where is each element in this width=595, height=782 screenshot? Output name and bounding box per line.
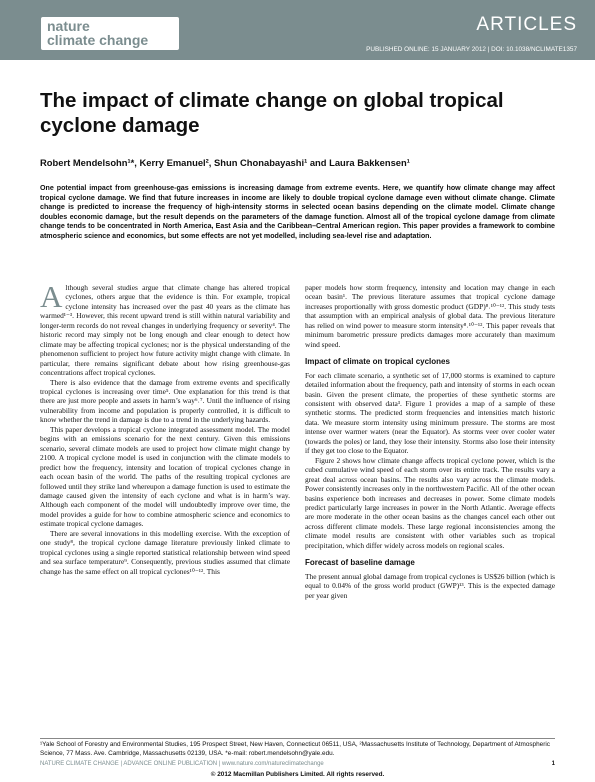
paragraph: For each climate scenario, a synthetic set of 17,000 storms is examined to capture detailed information about the frequency, path and intensity of storms in each ocean basin. Given the present climate, the properties of these synthetic storms are consistent with observed data³. Figure 1 provides a map of a sample of these synthetic storms. The predicted storm frequencies and intensities match historic data. We measure storm intensity using minimum pressure. The storms are most intense over warmer waters (near the Equator). As storms veer over cooler water (towards the poles) or land, they lose their intensity. Storms also lose their intensity if they get too close to the Equator. [305, 370, 555, 456]
publication-info: PUBLISHED ONLINE: 15 JANUARY 2012 | DOI: 10.1038/NCLIMATE1357 [366, 46, 577, 53]
logo-line1: nature [47, 18, 90, 34]
body-column-left [40, 279, 290, 576]
author-list: Robert Mendelsohn¹*, Kerry Emanuel², Shun Chonabayashi¹ and Laura Bakkensen¹ [40, 157, 410, 168]
paragraph: paper models how storm frequency, intensity and location may change in each ocean basin¹. The previous literature assumes that tropical cyclone damage increases proportionally with gross domestic product (GDP)⁸˒¹⁰⁻¹². This study tests that assumption with an empirical analysis of global data. The previous literature has relied on wind power to measure storm intensity⁸˒¹⁰⁻¹². This paper reveals that minimum barometric pressure predicts damages more accurately than maximum wind speed. [305, 283, 555, 349]
footnote-divider [40, 738, 555, 739]
journal-footer-line: NATURE CLIMATE CHANGE | ADVANCE ONLINE PUBLICATION | www.nature.com/natureclimatechange [40, 761, 324, 767]
section-heading: Forecast of baseline damage [305, 558, 415, 568]
copyright-notice: © 2012 Macmillan Publishers Limited. All rights reserved. [210, 771, 385, 778]
paragraph [40, 279, 290, 378]
affiliations-footnote: ¹Yale School of Forestry and Environmental Studies, 195 Prospect Street, New Haven, Connecticut 06511, USA, ²Massachusetts Institute of Technology, Department of Atmospheric Science, 77 Mass. Ave. Cambridge, Massachusetts 02139, USA. *e-mail: robert.mendelsohn@yale.edu. [40, 741, 550, 757]
section-heading: Impact of climate on tropical cyclones [305, 357, 450, 367]
article-title: The impact of climate change on global tropical cyclone damage [40, 89, 504, 137]
header-bar [0, 0, 595, 60]
paragraph: There is also evidence that the damage from extreme events and specifically tropical cyclones is increasing over time⁵. One explanation for this trend is that there are just more people and assets in harm’s way⁶˒⁷. Until the influence of rising vulnerability from income and population is properly controlled, it is difficult to know whether the trend in damage is due to a trend in the underlying hazards. [40, 377, 290, 425]
paragraph: There are several innovations in this modelling exercise. With the exception of one study⁸, the tropical cyclone damage literature previously linked climate to tropical cyclones using a single reported statistical relationship between wind speed and sea surface temperature⁹. Consequently, previous studies assumed that climate change has the same effect on all tropical cyclones¹⁰⁻¹². This [40, 528, 290, 576]
drop-cap: A [40, 279, 63, 314]
journal-logo [41, 17, 179, 50]
section-label: ARTICLES [476, 14, 577, 35]
paragraph: Figure 2 shows how climate change affects tropical cyclone power, which is the cubed cumulative wind speed of each storm over its entire track. The results vary a great deal across ocean basins. The results also vary across the climate models. Power consistently increases only in the northwestern Pacific. All of the other ocean basins experience both increases and decreases in power. Some climate models predict particularly large increases in power in the North Atlantic. Average effects are more moderate in the other ocean basins as the changes cancel each other out across different climate models. These large regional inconsistencies among the climate model results are consistent with other variables such as tropical precipitation, which differ widely across models on regional scales. [305, 455, 555, 550]
paragraph: The present annual global damage from tropical cyclones is US$26 billion (which is equal to 0.04% of the gross world product (GWP)¹³. This is the expected damage per year given [305, 571, 555, 600]
body-column-right [305, 283, 555, 600]
paragraph-text: lthough several studies argue that climate change has altered tropical cyclones, others argue that the evidence is thin. For example, tropical cyclone intensity has increased over the past 40 years as the climate has warmed¹⁻³. However, this recent upward trend is still within natural variability and longer-term records do not reveal changes in underlying frequency or severity⁴. The historic record may simply not be long enough and clear enough to detect how climate may be affecting tropical cyclones; nor is the physical understanding of the phenomenon sufficient to project how future activity might change with climate. In particular, there remains significant debate about how rising greenhouse-gas concentrations affect tropical cyclones. [40, 283, 290, 378]
logo-line2: climate change [47, 32, 149, 48]
page-number: 1 [551, 761, 555, 767]
paragraph: This paper develops a tropical cyclone integrated assessment model. The model begins with an emissions scenario for the next century. Given this emissions scenario, several climate models are used to project how climate might change by 2100. A tropical cyclone model is used in conjunction with the climate models to predict how the frequency, intensity and location of tropical cyclones change in each ocean basin of the world. The paths of the resulting tropical cyclones are followed until they strike land whereupon a damage function is used to estimate the damage caused given the intensity of each cyclone and what is in harm’s way. Although each component of the model will undoubtedly improve over time, the model provides a guide for how to combine atmospheric science and economics to estimate tropical cyclone damages. [40, 424, 290, 529]
abstract: One potential impact from greenhouse-gas emissions is increasing damage from extreme events. Here, we quantify how climate change may affect tropical cyclone damage. We find that future increases in income are likely to double tropical cyclone damage even without climate change. Climate change is predicted to increase the frequency of high-intensity storms in selected ocean basins depending on the climate model. Climate change doubles economic damage, but the result depends on the parameters of the damage function. Almost all of the tropical cyclone damage from climate change tends to be concentrated in North America, East Asia and the Caribbean–Central American region. This paper provides a framework to combine atmospheric science and economics, but some effects are not yet modelled, including sea-level rise and adaptation. [40, 184, 555, 240]
